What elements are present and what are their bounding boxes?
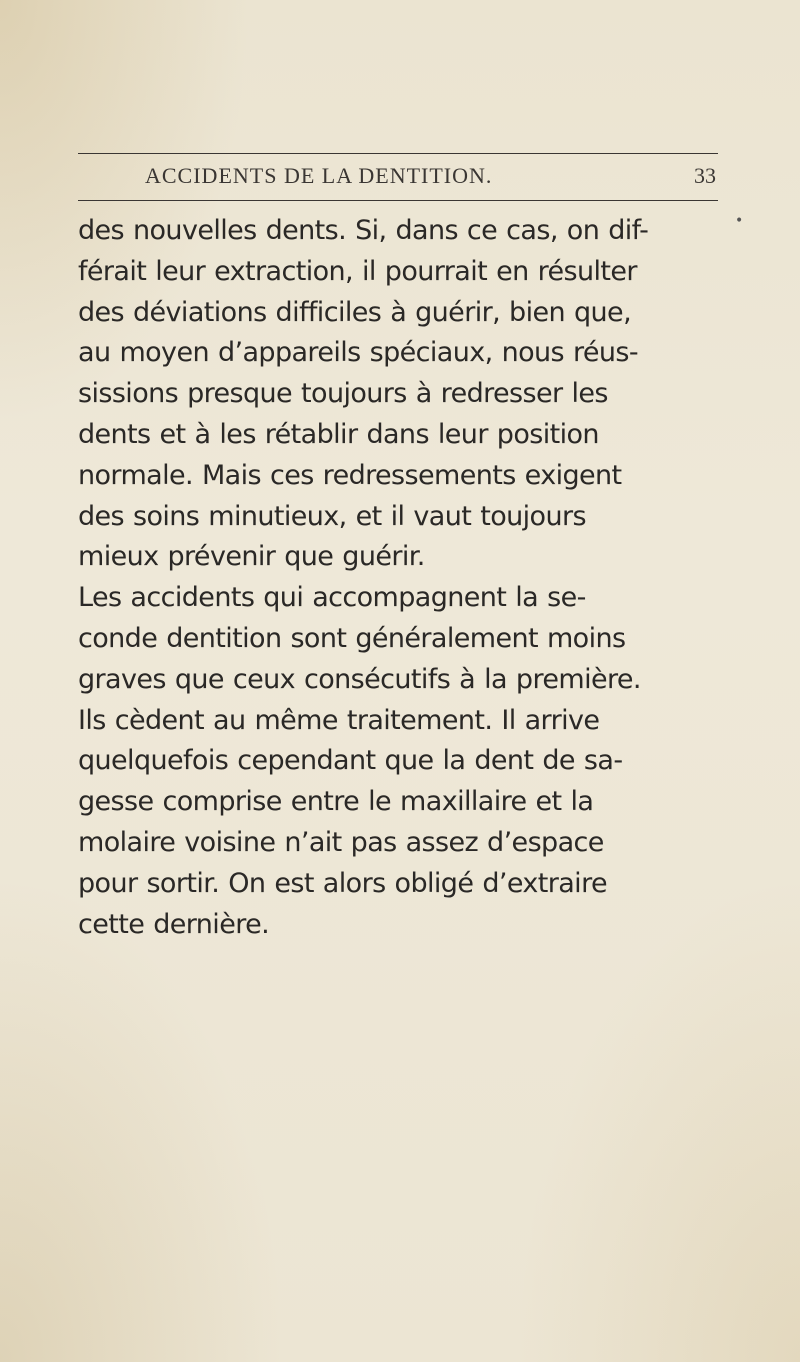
header-rule-top [78, 153, 718, 154]
text-line-1: des nouvelles dents. Si, dans ce cas, on dif- [78, 215, 649, 246]
text-line-16: molaire voisine n’ait pas assez d’espace [78, 826, 604, 858]
text-line-3: des déviations difficiles à guérir, bien que, [78, 296, 632, 328]
text-line-9: mieux prévenir que guérir. [78, 541, 425, 573]
text-line-5: sissions presque toujours à redresser les [78, 378, 608, 410]
margin-speck: • [735, 213, 744, 229]
text-line-8: des soins minutieux, et il vaut toujours [78, 500, 586, 532]
text-line-12: graves que ceux consécutifs à la première. [78, 663, 641, 695]
text-line-2: férait leur extraction, il pourrait en résulter [78, 255, 637, 287]
text-line-6: dents et à les rétablir dans leur position [78, 418, 599, 450]
text-line-15: gesse comprise entre le maxillaire et la [78, 786, 594, 818]
text-line-4: au moyen d’appareils spéciaux, nous réus- [78, 337, 639, 369]
text-line-7: normale. Mais ces redressements exigent [78, 459, 622, 491]
text-line-10: Les accidents qui accompagnent la se- [78, 582, 586, 614]
page-number: 33 [694, 163, 716, 188]
header-rule-bottom [78, 200, 718, 201]
running-head [78, 162, 718, 192]
text-line-18: cette dernière. [78, 908, 270, 940]
running-title: ACCIDENTS DE LA DENTITION. [145, 163, 493, 188]
text-line-13: Ils cèdent au même traitement. Il arrive [78, 704, 600, 736]
body-text [78, 211, 728, 945]
text-line-14: quelquefois cependant que la dent de sa- [78, 745, 623, 777]
text-line-11: conde dentition sont généralement moins [78, 622, 626, 654]
text-line-17: pour sortir. On est alors obligé d’extraire [78, 867, 608, 899]
